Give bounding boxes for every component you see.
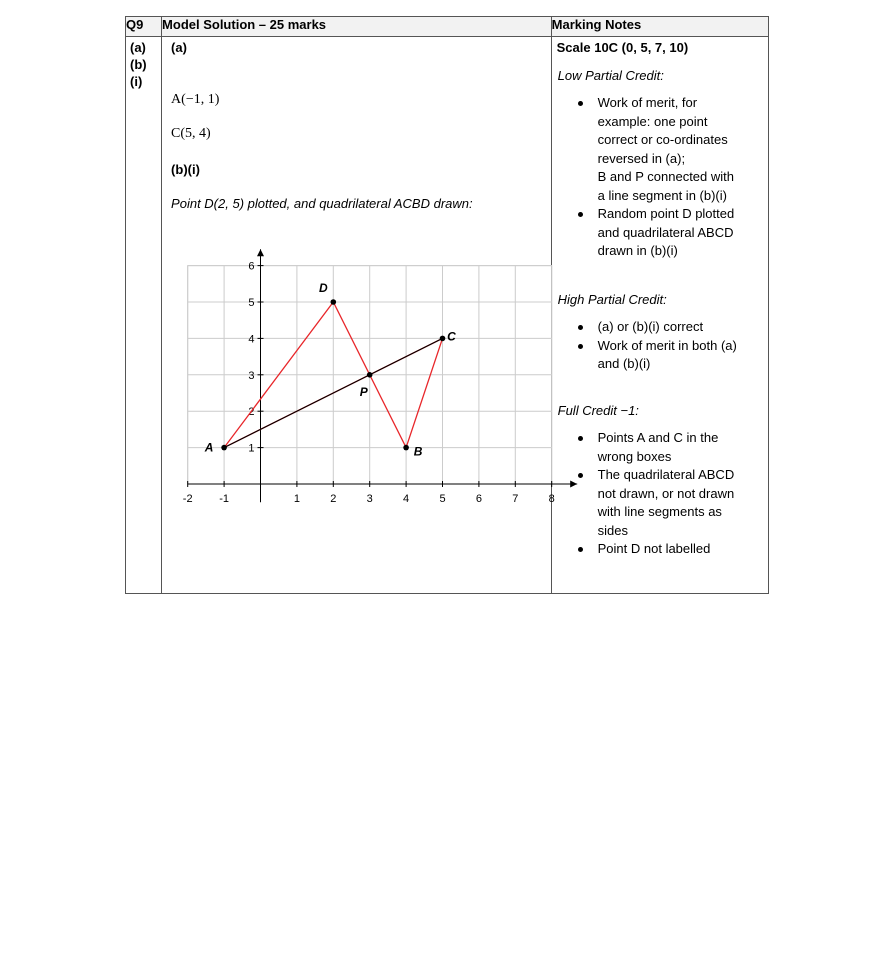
y-tick-label: 6 [248,260,255,273]
point-label-d: D [319,281,328,295]
full-credit-list [552,429,758,559]
low-credit-item: Work of merit, for example: one point correct or co-ordinates reversed in (a); B and P connected with a line segment in (b)(i) [552,94,758,205]
x-tick-label: -1 [219,493,230,505]
full-credit-item: Points A and C in the wrong boxes [552,429,758,466]
x-tick-label: 3 [366,493,373,505]
point-d [331,299,337,305]
point-label-b: B [413,444,423,459]
point-a-answer: A(−1, 1) [171,92,220,107]
x-tick-label: 6 [475,493,483,505]
solution-cell [162,37,555,594]
low-credit-title: Low Partial Credit: [557,68,664,83]
part-label-a: (a) [130,40,146,55]
header-notes: Marking Notes [551,17,768,37]
part-label-i: (i) [130,74,143,89]
part-a-heading: (a) [171,40,187,55]
point-c [440,336,446,342]
x-tick-label: 8 [548,493,555,505]
x-tick-label: 2 [330,493,337,505]
header-solution: Model Solution – 25 marks [162,17,552,37]
header-question: Q9 [126,17,162,37]
y-tick-label: 1 [248,442,255,455]
plot-statement: Point D(2, 5) plotted, and quadrilateral ACBD drawn: [171,196,473,211]
x-tick-label: -2 [182,493,193,505]
notes-cell [548,37,768,594]
y-tick-label: 5 [248,297,255,309]
full-credit-title: Full Credit −1: [557,403,639,418]
x-tick-label: 7 [512,493,519,505]
coordinate-plot [162,225,555,505]
part-bi-heading: (b)(i) [171,162,200,177]
high-credit-item: (a) or (b)(i) correct [552,318,758,337]
high-credit-title: High Partial Credit: [557,292,667,307]
high-credit-item: Work of merit in both (a) and (b)(i) [552,337,758,374]
point-b [403,445,409,451]
low-credit-list [552,94,758,261]
scale-label: Scale 10C (0, 5, 7, 10) [556,40,689,55]
point-label-c: C [447,329,456,344]
x-tick-label: 5 [439,493,446,505]
point-p [367,372,373,378]
point-c-answer: C(5, 4) [171,126,211,141]
low-credit-item: Random point D plotted and quadrilateral ABCD drawn in (b)(i) [552,205,758,261]
point-label-p: P [359,384,368,399]
y-tick-label: 3 [248,369,255,382]
part-label-b: (b) [130,57,147,72]
question-parts [126,37,162,594]
marking-scheme-table [125,16,769,594]
y-tick-label: 4 [248,333,255,346]
y-axis-arrow [257,249,264,256]
high-credit-list [552,318,758,374]
full-credit-item: Point D not labelled [552,540,758,559]
x-tick-label: 4 [403,493,410,505]
y-tick-label: 2 [248,406,255,419]
x-tick-label: 1 [293,493,301,505]
point-label-a: A [204,440,214,455]
full-credit-item: The quadrilateral ABCD not drawn, or not drawn with line segments as sides [552,466,758,540]
point-a [221,445,227,451]
